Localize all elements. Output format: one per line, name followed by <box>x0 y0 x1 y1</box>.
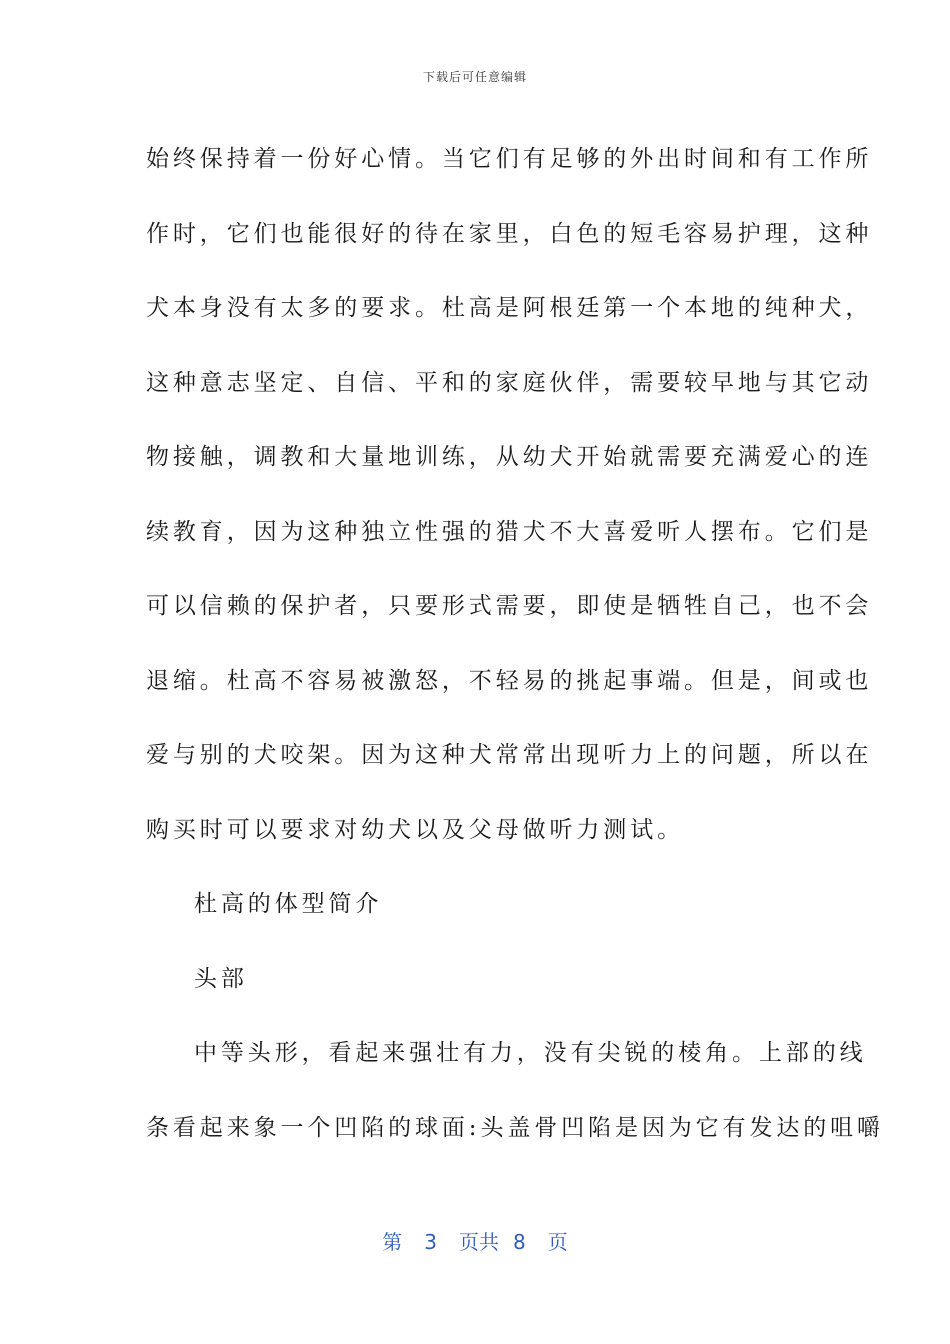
paragraph-line: 犬本身没有太多的要求。杜高是阿根廷第一个本地的纯种犬， <box>146 295 873 321</box>
paragraph-line: 购买时可以要求对幼犬以及父母做听力测试。 <box>146 816 684 843</box>
subsection-heading: 头部 <box>194 965 248 992</box>
paragraph-line: 可以信赖的保护者，只要形式需要，即使是牺牲自己，也不会 <box>146 593 873 619</box>
footer-total-pages: 8 <box>513 1230 526 1254</box>
footer-prefix: 第 <box>382 1230 403 1254</box>
section-heading: 杜高的体型简介 <box>194 891 383 917</box>
paragraph-line: 爱与别的犬咬架。因为这种犬常常出现听力上的问题，所以在 <box>146 742 873 768</box>
footer-suffix: 页 <box>547 1230 568 1254</box>
paragraph-line: 物接触，调教和大量地训练，从幼犬开始就需要充满爱心的连 <box>146 444 873 470</box>
paragraph-line: 始终保持着一份好心情。当它们有足够的外出时间和有工作所 <box>146 146 873 172</box>
paragraph-line: 退缩。杜高不容易被激怒，不轻易的挑起事端。但是，间或也 <box>146 667 873 694</box>
paragraph-line: 中等头形，看起来强壮有力，没有尖锐的棱角。上部的线 <box>194 1040 867 1066</box>
paragraph-line: 续教育，因为这种独立性强的猎犬不大喜爱听人摆布。它们是 <box>146 518 873 545</box>
body-text <box>146 122 884 1165</box>
footer-middle: 页共 <box>459 1230 499 1254</box>
paragraph-line: 这种意志坚定、自信、平和的家庭伙伴，需要较早地与其它动 <box>146 369 873 396</box>
page-footer <box>0 1226 950 1255</box>
header-note: 下载后可任意编辑 <box>422 70 527 84</box>
paragraph-line: 条看起来象一个凹陷的球面:头盖骨凹陷是因为它有发达的咀嚼 <box>146 1114 884 1141</box>
footer-page-number: 3 <box>424 1230 437 1254</box>
paragraph-line: 作时，它们也能很好的待在家里，白色的短毛容易护理，这种 <box>146 220 873 247</box>
